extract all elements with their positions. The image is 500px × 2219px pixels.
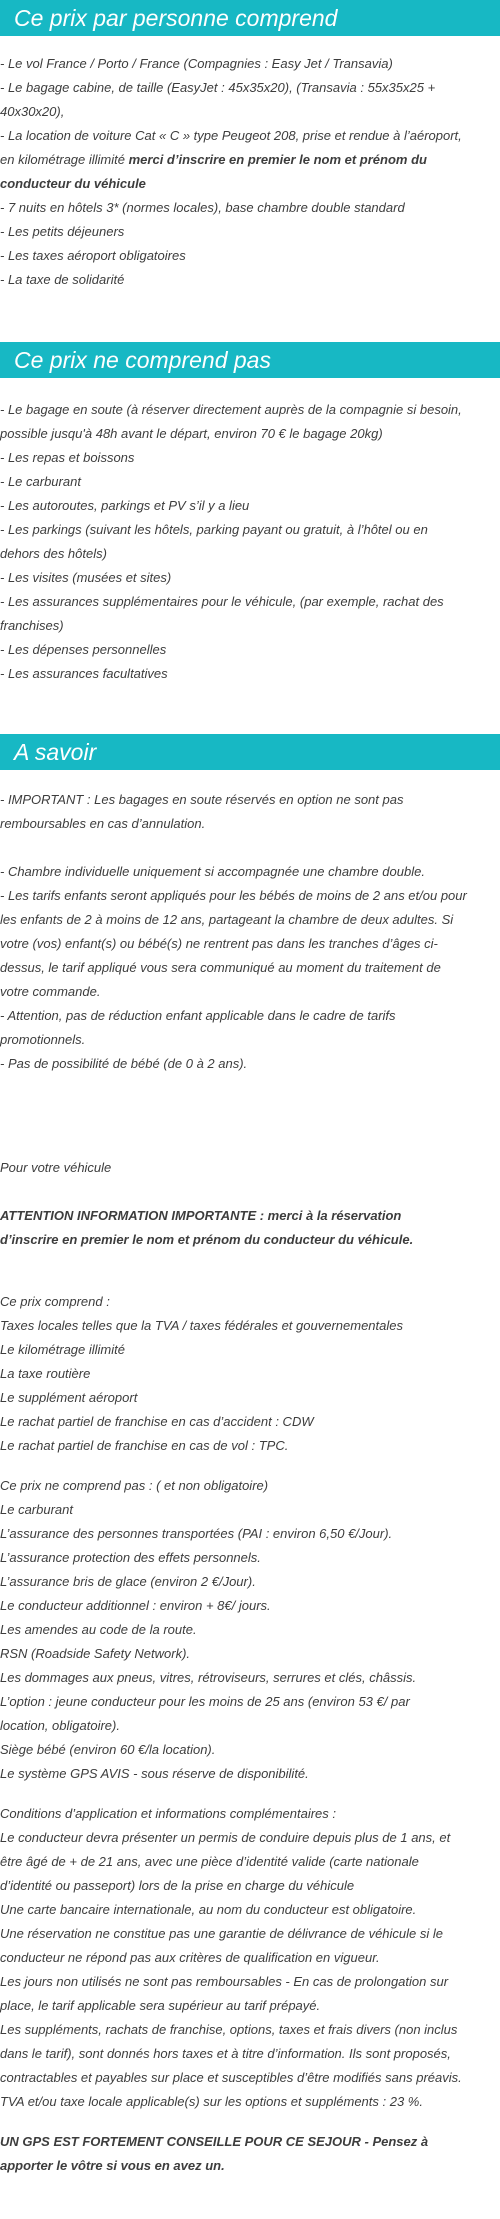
condition-line: d’identité ou passeport) lors de la prise en charge du véhicule bbox=[0, 1878, 355, 1893]
condition-line: être âgé de + de 21 ans, avec une pièce d’identité valide (carte nationale bbox=[0, 1854, 419, 1869]
list-item: les enfants de 2 à moins de 12 ans, partageant la chambre de deux adultes. Si bbox=[0, 912, 454, 927]
bold-text-run: merci d’inscrire en premier le nom et prénom du bbox=[128, 152, 427, 167]
list-item: - Les parkings (suivant les hôtels, parking payant ou gratuit, à l’hôtel ou en bbox=[0, 522, 428, 537]
condition-line: Les suppléments, rachats de franchise, options, taxes et frais divers (non inclus bbox=[0, 2022, 458, 2037]
list-item: - Attention, pas de réduction enfant applicable dans le cadre de tarifs bbox=[0, 1008, 396, 1023]
list-item: - Pas de possibilité de bébé (de 0 à 2 ans). bbox=[0, 1056, 248, 1071]
list-item: Siège bébé (environ 60 €/la location). bbox=[0, 1742, 216, 1757]
list-item: - IMPORTANT : Les bagages en soute réservés en option ne sont pas bbox=[0, 792, 404, 807]
list-item: - Les petits déjeuners bbox=[0, 224, 125, 239]
vehicle-includes-block bbox=[0, 1290, 500, 1458]
list-item: - Les assurances facultatives bbox=[0, 666, 168, 681]
vehicle-attention-block bbox=[0, 1204, 500, 1252]
text-run: en kilométrage illimité bbox=[0, 152, 129, 167]
list-item: - La taxe de solidarité bbox=[0, 272, 125, 287]
list-item: L’assurance des personnes transportées (PAI : environ 6,50 €/Jour). bbox=[0, 1526, 393, 1541]
list-item: Taxes locales telles que la TVA / taxes fédérales et gouvernementales bbox=[0, 1318, 403, 1333]
list-item: - Chambre individuelle uniquement si accompagnée une chambre double. bbox=[0, 864, 425, 879]
excludes-heading: Ce prix ne comprend pas : ( et non obligatoire) bbox=[0, 1478, 269, 1493]
gps-notice: apporter le vôtre si vous en avez un. bbox=[0, 2158, 225, 2173]
condition-line: place, le tarif applicable sera supérieur au tarif prépayé. bbox=[0, 1998, 321, 2013]
included-list bbox=[0, 52, 500, 292]
spacer bbox=[0, 836, 500, 860]
list-item: Le système GPS AVIS - sous réserve de disponibilité. bbox=[0, 1766, 309, 1781]
condition-line: Le conducteur devra présenter un permis de conduire depuis plus de 1 ans, et bbox=[0, 1830, 451, 1845]
condition-line: conducteur ne répond pas aux critères de qualification en vigueur. bbox=[0, 1950, 380, 1965]
condition-line: Une carte bancaire internationale, au nom du conducteur est obligatoire. bbox=[0, 1902, 417, 1917]
list-item: L’assurance bris de glace (environ 2 €/Jour). bbox=[0, 1574, 256, 1589]
list-item: votre (vos) enfant(s) ou bébé(s) ne rentrent pas dans les tranches d’âges ci- bbox=[0, 936, 438, 951]
list-item: Le kilométrage illimité bbox=[0, 1342, 125, 1357]
list-item: - Les tarifs enfants seront appliqués pour les bébés de moins de 2 ans et/ou pour bbox=[0, 888, 467, 903]
list-item: Le carburant bbox=[0, 1502, 73, 1517]
list-item: RSN (Roadside Safety Network). bbox=[0, 1646, 191, 1661]
list-item: possible jusqu'à 48h avant le départ, environ 70 € le bagage 20kg) bbox=[0, 426, 383, 441]
list-item: dessus, le tarif appliqué vous sera communiqué au moment du traitement de bbox=[0, 960, 441, 975]
list-item: Le supplément aéroport bbox=[0, 1390, 138, 1405]
list-item: franchises) bbox=[0, 618, 64, 633]
section-header-excluded bbox=[0, 342, 500, 378]
list-item: location, obligatoire). bbox=[0, 1718, 120, 1733]
section-title: A savoir bbox=[14, 739, 97, 765]
list-item: L’option : jeune conducteur pour les moins de 25 ans (environ 53 €/ par bbox=[0, 1694, 410, 1709]
list-item-split bbox=[0, 148, 500, 172]
list-item: - Les taxes aéroport obligatoires bbox=[0, 248, 186, 263]
list-item: - Les dépenses personnelles bbox=[0, 642, 167, 657]
attention-text: d’inscrire en premier le nom et prénom du conducteur du véhicule. bbox=[0, 1232, 414, 1247]
vehicle-heading-block bbox=[0, 1156, 500, 1180]
section-title: Ce prix par personne comprend bbox=[14, 5, 338, 31]
list-item: - Les visites (musées et sites) bbox=[0, 570, 172, 585]
condition-line: Les jours non utilisés ne sont pas remboursables - En cas de prolongation sur bbox=[0, 1974, 449, 1989]
list-item: dehors des hôtels) bbox=[0, 546, 107, 561]
list-item: Le rachat partiel de franchise en cas de vol : TPC. bbox=[0, 1438, 289, 1453]
list-item: Le conducteur additionnel : environ + 8€/ jours. bbox=[0, 1598, 271, 1613]
condition-line: dans le tarif), sont donnés hors taxes et à titre d’information. Ils sont proposés, bbox=[0, 2046, 451, 2061]
section-header-included bbox=[0, 0, 500, 36]
vehicle-heading: Pour votre véhicule bbox=[0, 1160, 112, 1175]
list-item: conducteur du véhicule bbox=[0, 176, 146, 191]
condition-line: TVA et/ou taxe locale applicable(s) sur les options et suppléments : 23 %. bbox=[0, 2094, 423, 2109]
list-item: Les dommages aux pneus, vitres, rétroviseurs, serrures et clés, châssis. bbox=[0, 1670, 417, 1685]
condition-line: contractables et payables sur place et susceptibles d’être modifiés sans préavis. bbox=[0, 2070, 462, 2085]
list-item: La taxe routière bbox=[0, 1366, 91, 1381]
list-item: Les amendes au code de la route. bbox=[0, 1622, 197, 1637]
list-item: votre commande. bbox=[0, 984, 101, 999]
vehicle-conditions-block bbox=[0, 1802, 500, 2114]
list-item: - 7 nuits en hôtels 3* (normes locales), base chambre double standard bbox=[0, 200, 405, 215]
list-item: 40x30x20), bbox=[0, 104, 65, 119]
list-item: L’assurance protection des effets personnels. bbox=[0, 1550, 261, 1565]
section-title: Ce prix ne comprend pas bbox=[14, 347, 271, 373]
excluded-list bbox=[0, 398, 500, 686]
list-item: promotionnels. bbox=[0, 1032, 86, 1047]
gps-notice-block bbox=[0, 2130, 500, 2178]
a-savoir-list bbox=[0, 788, 500, 1076]
list-item: - Les assurances supplémentaires pour le véhicule, (par exemple, rachat des bbox=[0, 594, 444, 609]
list-item: - La location de voiture Cat « C » type Peugeot 208, prise et rendue à l’aéroport, bbox=[0, 128, 462, 143]
condition-line: Une réservation ne constitue pas une garantie de délivrance de véhicule si le bbox=[0, 1926, 443, 1941]
list-item: - Le bagage cabine, de taille (EasyJet : 45x35x20), (Transavia : 55x35x25 + bbox=[0, 80, 436, 95]
list-item: - Le vol France / Porto / France (Compagnies : Easy Jet / Transavia) bbox=[0, 56, 393, 71]
attention-text: ATTENTION INFORMATION IMPORTANTE : merci à la réservation bbox=[0, 1208, 402, 1223]
list-item: - Les autoroutes, parkings et PV s’il y a lieu bbox=[0, 498, 250, 513]
vehicle-excludes-block bbox=[0, 1474, 500, 1786]
list-item: remboursables en cas d’annulation. bbox=[0, 816, 206, 831]
list-item: - Le bagage en soute (à réserver directement auprès de la compagnie si besoin, bbox=[0, 402, 462, 417]
includes-heading: Ce prix comprend : bbox=[0, 1294, 110, 1309]
conditions-heading: Conditions d’application et informations complémentaires : bbox=[0, 1806, 337, 1821]
section-header-a-savoir bbox=[0, 734, 500, 770]
list-item: Le rachat partiel de franchise en cas d’accident : CDW bbox=[0, 1414, 314, 1429]
gps-notice: UN GPS EST FORTEMENT CONSEILLE POUR CE SEJOUR - Pensez à bbox=[0, 2134, 429, 2149]
list-item: - Les repas et boissons bbox=[0, 450, 135, 465]
list-item: - Le carburant bbox=[0, 474, 81, 489]
